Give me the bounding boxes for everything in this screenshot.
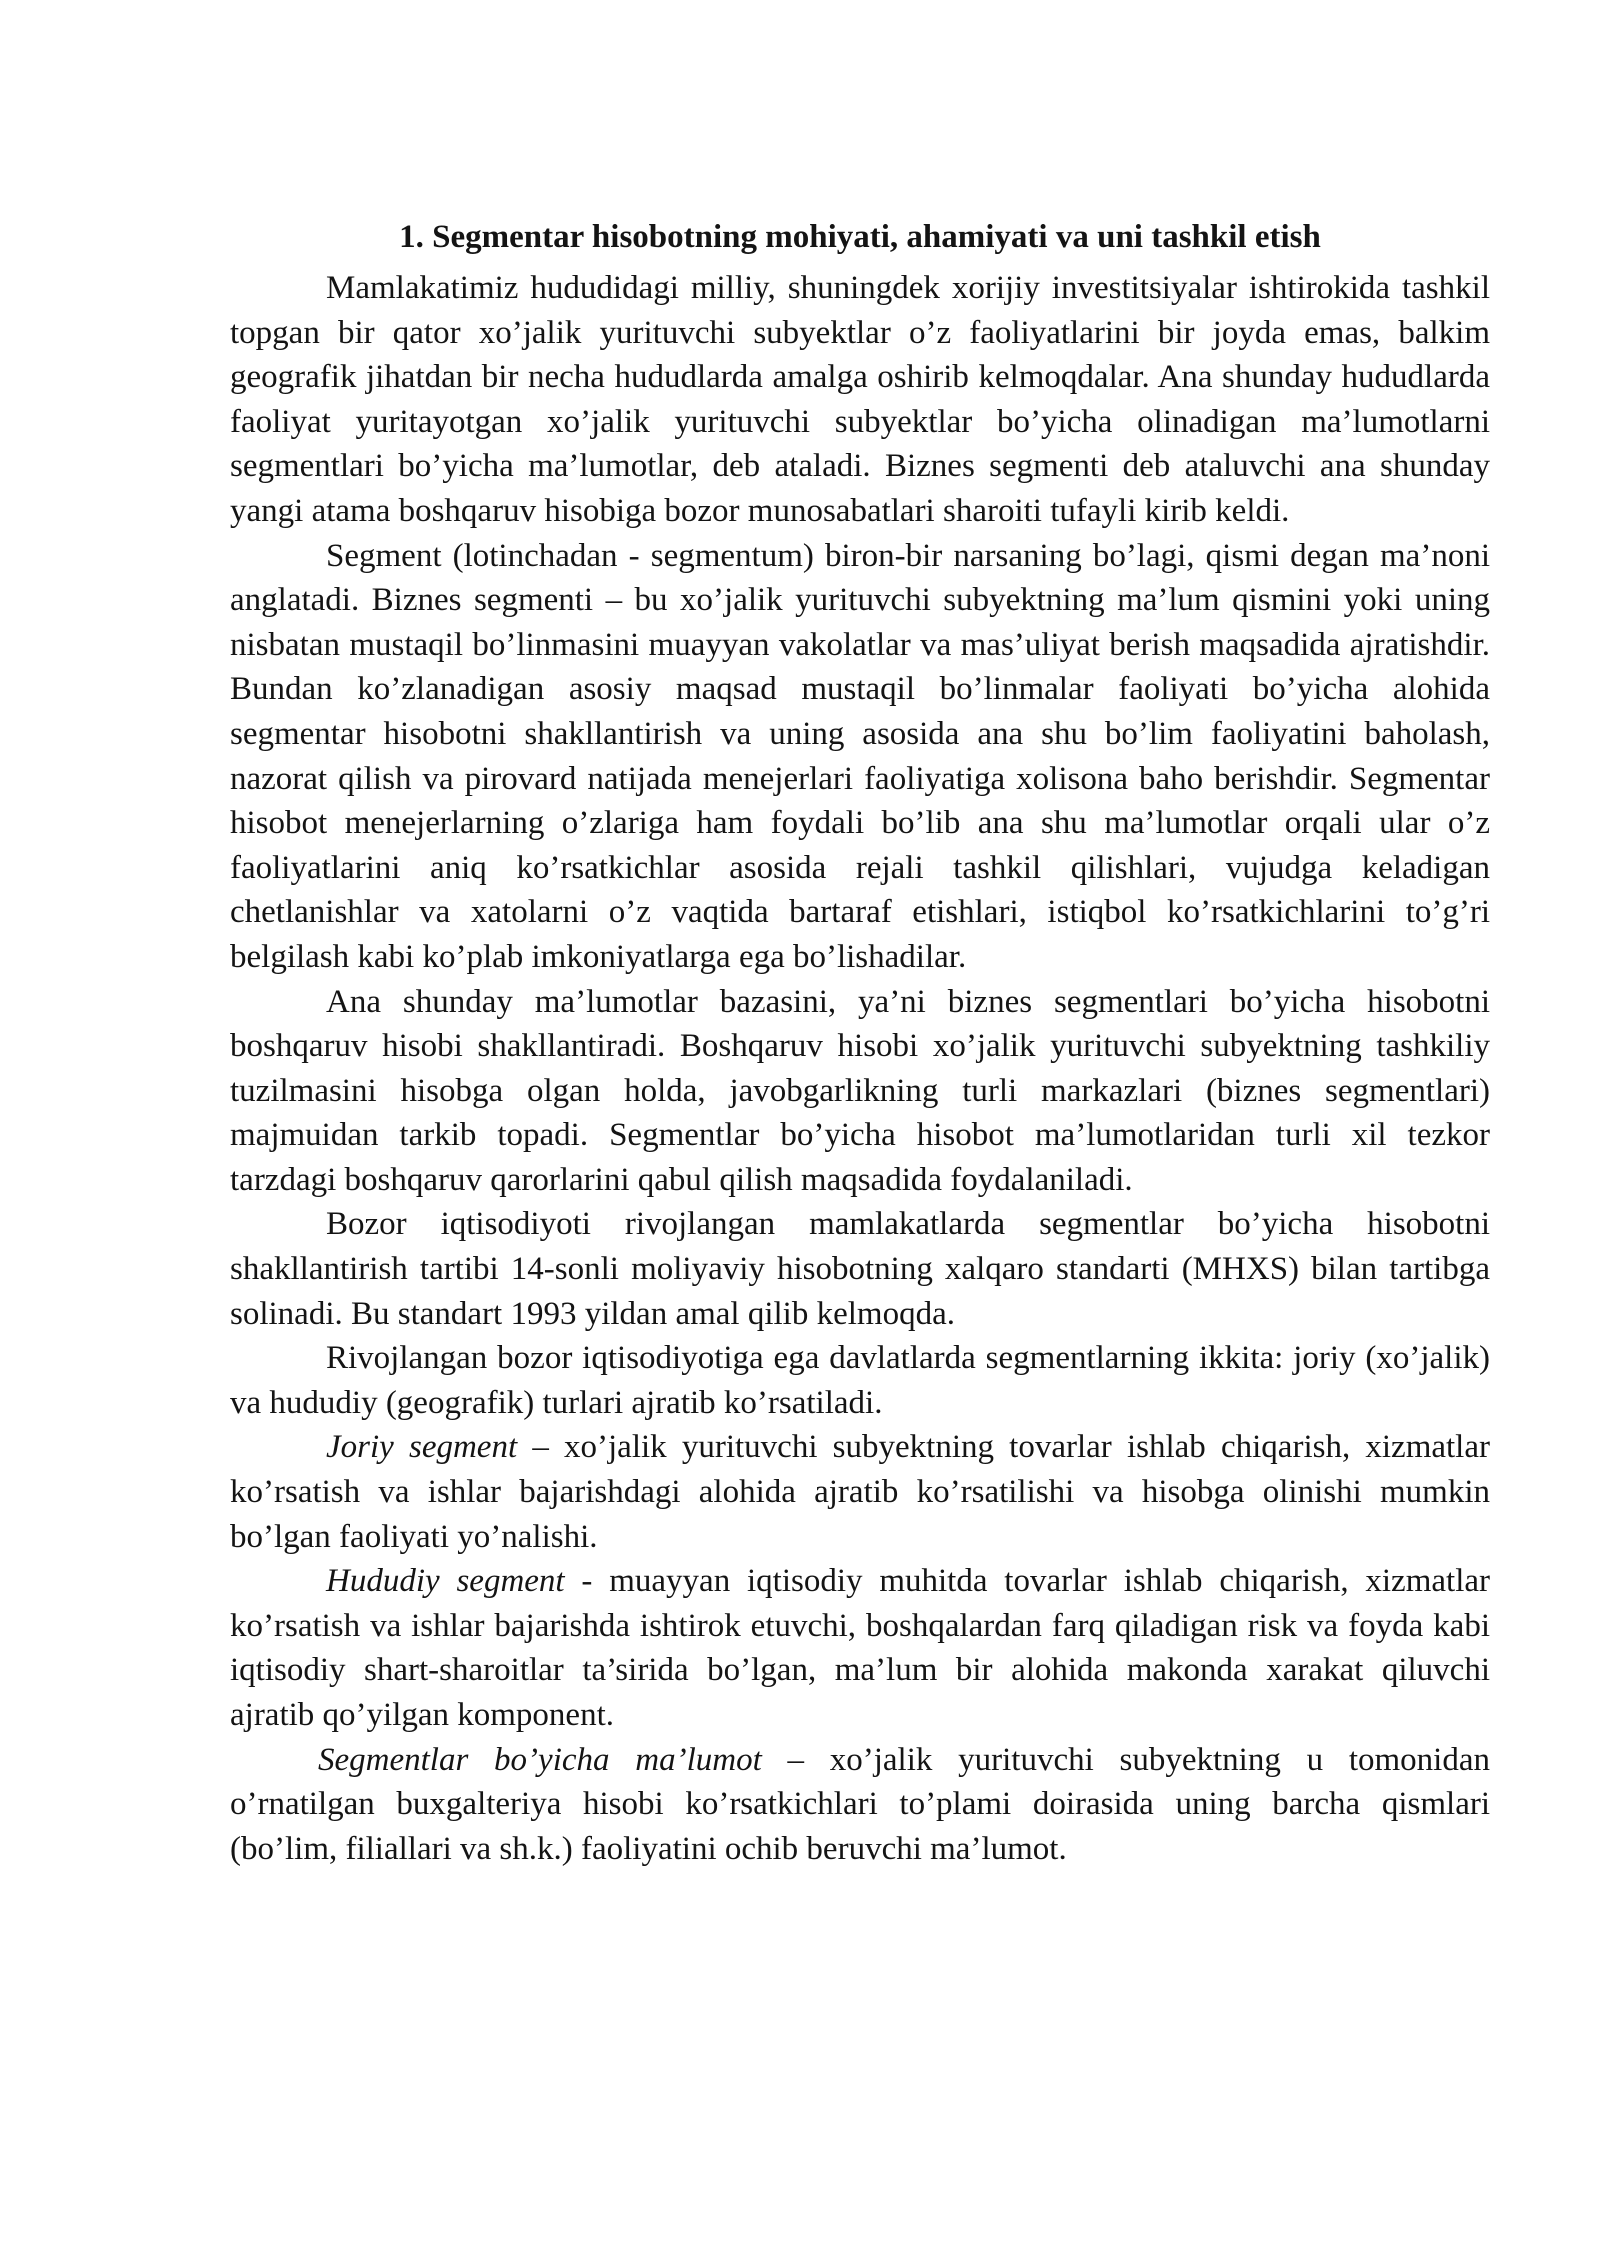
term-hududiy-segment: Hududiy segment [326, 1563, 565, 1600]
term-segmentlar-malumot: Segmentlar bo’yicha ma’lumot [318, 1741, 762, 1778]
paragraph-text: Bozor iqtisodiyoti rivojlangan mamlakatlarda segmentlar bo’yicha hisobotni shakllantirish tartibi 14-sonli moliyaviy hisobotning xalqaro standarti (MHXS) bilan tartibga solinadi. Bu standart 1993 yildan amal qilib kelmoqda. [230, 1206, 1490, 1332]
section-title: 1. Segmentar hisobotning mohiyati, ahamiyati va uni tashkil etish [399, 219, 1321, 255]
paragraph-3 [230, 980, 1490, 1203]
paragraph-text: Mamlakatimiz hududidagi milliy, shuningdek xorijiy investitsiyalar ishtirokida tashkil topgan bir qator xo’jalik yurituvchi subyektlar o’z faoliyatlarini bir joyda emas, balkim geografik jihatdan bir necha hududlarda amalga oshirib kelmoqdalar. Ana shunday hududlarda faoliyat yuritayotgan xo’jalik yurituvchi subyektlar bo’yicha olinadigan ma’lumotlarni segmentlari bo’yicha ma’lumotlar, deb ataladi. Biznes segmenti deb ataluvchi ana shunday yangi atama boshqaruv hisobiga bozor munosabatlari sharoiti tufayli kirib keldi. [230, 270, 1490, 529]
paragraph-text: Rivojlangan bozor iqtisodiyotiga ega davlatlarda segmentlarning ikkita: joriy (xo’jalik) va hududiy (geografik) turlari ajratib ko’rsatiladi. [230, 1340, 1490, 1421]
definition-segmentlar-malumot [230, 1738, 1490, 1872]
paragraph-2 [230, 534, 1490, 980]
paragraph-5 [230, 1336, 1490, 1425]
paragraph-4 [230, 1202, 1490, 1336]
definition-joriy-segment [230, 1425, 1490, 1559]
definition-hududiy-segment [230, 1559, 1490, 1737]
paragraph-1 [230, 266, 1490, 534]
definition-text: – xo’jalik yurituvchi subyektning u tomonidan o’rnatilgan buxgalteriya hisobi ko’rsatkichlari to’plami doirasida uning barcha qismlari (bo’lim, filiallari va sh.k.) faoliyatini ochib beruvchi ma’lumot. [230, 1741, 1490, 1867]
definition-text: – xo’jalik yurituvchi subyektning tovarlar ishlab chiqarish, xizmatlar ko’rsatish va ishlar bajarishdagi alohida ajratib ko’rsatilishi va hisobga olinishi mumkin bo’lgan faoliyati yo’nalishi. [230, 1429, 1490, 1555]
document-page [230, 215, 1490, 1871]
paragraph-text: Ana shunday ma’lumotlar bazasini, ya’ni biznes segmentlari bo’yicha hisobotni boshqaruv hisobi shakllantiradi. Boshqaruv hisobi xo’jalik yurituvchi subyektning tashkiliy tuzilmasini hisobga olgan holda, javobgarlikning turli markazlari (biznes segmentlari) majmuidan tarkib topadi. Segmentlar bo’yicha hisobot ma’lumotlaridan turli xil tezkor tarzdagi boshqaruv qarorlarini qabul qilish maqsadida foydalaniladi. [230, 983, 1490, 1198]
term-joriy-segment: Joriy segment [326, 1429, 518, 1466]
definition-text: - muayyan iqtisodiy muhitda tovarlar ishlab chiqarish, xizmatlar ko’rsatish va ishlar bajarishda ishtirok etuvchi, boshqalardan farq qiladigan risk va foyda kabi iqtisodiy shart-sharoitlar ta’sirida bo’lgan, ma’lum bir alohida makonda xarakat qiluvchi ajratib qo’yilgan komponent. [230, 1563, 1490, 1733]
paragraph-text: Segment (lotinchadan - segmentum) biron-bir narsaning bo’lagi, qismi degan ma’noni anglatadi. Biznes segmenti – bu xo’jalik yurituvchi subyektning ma’lum qismini yoki uning nisbatan mustaqil bo’linmasini muayyan vakolatlar va mas’uliyat berish maqsadida ajratishdir. Bundan ko’zlanadigan asosiy maqsad mustaqil bo’linmalar faoliyati bo’yicha alohida segmentar hisobotni shakllantirish va uning asosida ana shu bo’lim faoliyatini baholash, nazorat qilish va pirovard natijada menejerlari faoliyatiga xolisona baho berishdir. Segmentar hisobot menejerlarning o’zlariga ham foydali bo’lib ana shu ma’lumotlar orqali ular o’z faoliyatlarini aniq ko’rsatkichlar asosida rejali tashkil qilishlari, vujudga keladigan chetlanishlar va xatolarni o’z vaqtida bartaraf etishlari, istiqbol ko’rsatkichlarini to’g’ri belgilash kabi ko’plab imkoniyatlarga ega bo’lishadilar. [230, 537, 1490, 975]
